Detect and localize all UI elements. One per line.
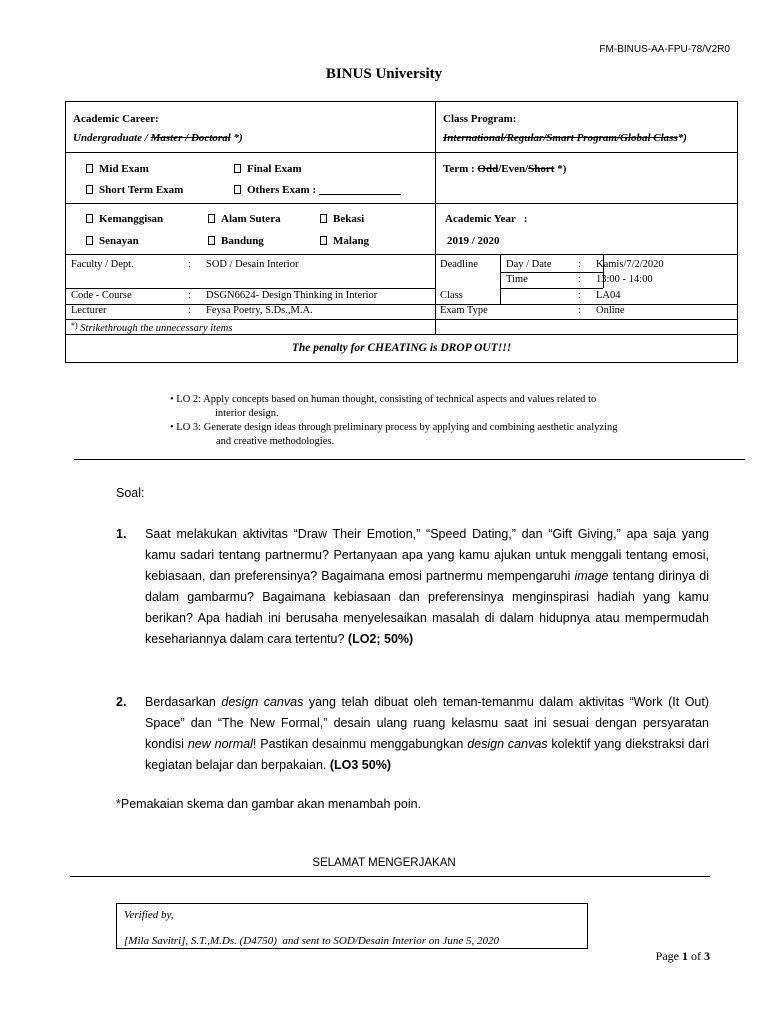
time-value: 13:00 - 14:00 — [596, 274, 653, 285]
class-program-options: International/Regular/Smart Program/Global Class*) — [443, 132, 687, 144]
checkbox-icon — [320, 236, 327, 245]
question-1-number: 1. — [116, 527, 127, 541]
exam-type-label: Exam Type — [440, 305, 488, 316]
time-colon: : — [578, 274, 581, 285]
day-date-label: Day / Date — [506, 259, 552, 270]
campus-malang: Malang — [320, 234, 369, 248]
campus-bekasi: Bekasi — [320, 212, 364, 226]
verification-box — [116, 903, 588, 949]
lecturer-label: Lecturer — [71, 305, 107, 316]
checkbox-icon — [86, 185, 93, 194]
checkbox-icon — [86, 164, 93, 173]
page-number: Page 1 of 3 — [655, 949, 710, 963]
lecturer-value: Feysa Poetry, S.Ds.,M.A. — [206, 305, 313, 316]
code-course-value: DSGN6624- Design Thinking in Interior — [206, 290, 378, 301]
day-date-colon: : — [578, 259, 581, 270]
closing-divider — [70, 876, 710, 877]
learning-outcome-lo3: • LO 3: Generate design ideas through preliminary process by applying and combining aesthetic analyzing and creative methodologies. — [170, 422, 618, 447]
question-1-text: Saat melakukan aktivitas “Draw Their Emotion,” “Speed Dating,” dan “Gift Giving,” apa saja yang kamu sadari tentang partnermu? Pertanyaan apa yang kamu ajukan untuk menggali tentang emosi, kebiasaan, dan preferensinya? Bagaimana emosi partnermu mempengaruhi image tentang dirinya di dalam gambarmu? Bagaimana kebiasaan dan preferensinya menginspirasi hadiah yang kamu berikan? Apa hadiah ini berusaha menyelesaikan masalah di dalam hidupnya atau mempermudah kesehariannya dalam cara tertentu? (LO2; 50%) — [145, 527, 709, 646]
academic-year-value: 2019 / 2020 — [447, 235, 500, 247]
checkbox-icon — [208, 236, 215, 245]
time-label: Time — [506, 274, 528, 285]
mid-exam-option: Mid Exam — [86, 162, 149, 176]
verified-label: Verified by, — [124, 909, 174, 921]
checkbox-icon — [320, 214, 327, 223]
question-2-text: Berdasarkan design canvas yang telah dibuat oleh teman-temanmu dalam aktivitas “Work (It Out) Space” dan “The New Formal,” desain ulang ruang kelasmu saat ini sesuai dengan persyaratan kondisi new normal! Pastikan desainmu menggabungkan design canvas kolektif yang diekstraksi dari kegiatan belajar dan berpakaian. (LO3 50%) — [145, 695, 710, 772]
short-term-exam-option: Short Term Exam — [86, 183, 183, 197]
campus-kemanggisan: Kemanggisan — [86, 212, 163, 226]
academic-year-label: Academic Year : — [445, 213, 528, 225]
closing-text: SELAMAT MENGERJAKAN — [312, 857, 456, 869]
academic-career-label: Academic Career: — [73, 113, 159, 125]
checkbox-icon — [234, 185, 241, 194]
learning-outcome-lo2: • LO 2: Apply concepts based on human thought, consisting of technical aspects and values related to interior design. — [170, 394, 597, 419]
day-date-value: Kamis/7/2/2020 — [596, 259, 664, 270]
faculty-colon: : — [188, 259, 191, 270]
campus-senayan: Senayan — [86, 234, 139, 248]
form-code: FM-BINUS-AA-FPU-78/V2R0 — [599, 44, 730, 55]
code-course-label: Code - Course — [71, 290, 132, 301]
term-options: Term : Odd/Even/Short *) — [443, 163, 567, 175]
class-value: LA04 — [596, 290, 621, 301]
strikethrough-note: *) Strikethrough the unnecessary items — [71, 321, 233, 334]
exam-type-colon: : — [578, 305, 581, 316]
question-2-number: 2. — [116, 695, 127, 709]
class-label: Class — [440, 290, 463, 301]
others-exam-blank — [319, 183, 401, 195]
faculty-value: SOD / Desain Interior — [206, 259, 299, 270]
exam-header-table — [65, 101, 738, 363]
code-course-colon: : — [188, 290, 191, 301]
questions-heading: Soal: — [116, 486, 145, 500]
class-colon: : — [578, 290, 581, 301]
checkbox-icon — [234, 164, 241, 173]
final-exam-option: Final Exam — [234, 162, 302, 176]
penalty-notice: The penalty for CHEATING is DROP OUT!!! — [291, 342, 512, 354]
checkbox-icon — [208, 214, 215, 223]
academic-career-options: Undergraduate / Master / Doctoral *) — [73, 132, 243, 144]
campus-bandung: Bandung — [208, 234, 264, 248]
verified-text: [Mila Savitri], S.T.,M.Ds. (D4750) and sent to SOD/Desain Interior on June 5, 2020 — [124, 935, 499, 947]
class-program-label: Class Program: — [443, 113, 517, 125]
lecturer-colon: : — [188, 305, 191, 316]
divider — [74, 459, 745, 460]
exam-type-value: Online — [596, 305, 625, 316]
faculty-label: Faculty / Dept. — [71, 259, 134, 270]
document-title: BINUS University — [325, 66, 443, 82]
checkbox-icon — [86, 236, 93, 245]
deadline-label: Deadline — [440, 259, 478, 270]
scoring-footnote: *Pemakaian skema dan gambar akan menambah poin. — [116, 797, 422, 811]
checkbox-icon — [86, 214, 93, 223]
campus-alam-sutera: Alam Sutera — [208, 212, 281, 226]
others-exam-option: Others Exam : — [234, 183, 401, 197]
